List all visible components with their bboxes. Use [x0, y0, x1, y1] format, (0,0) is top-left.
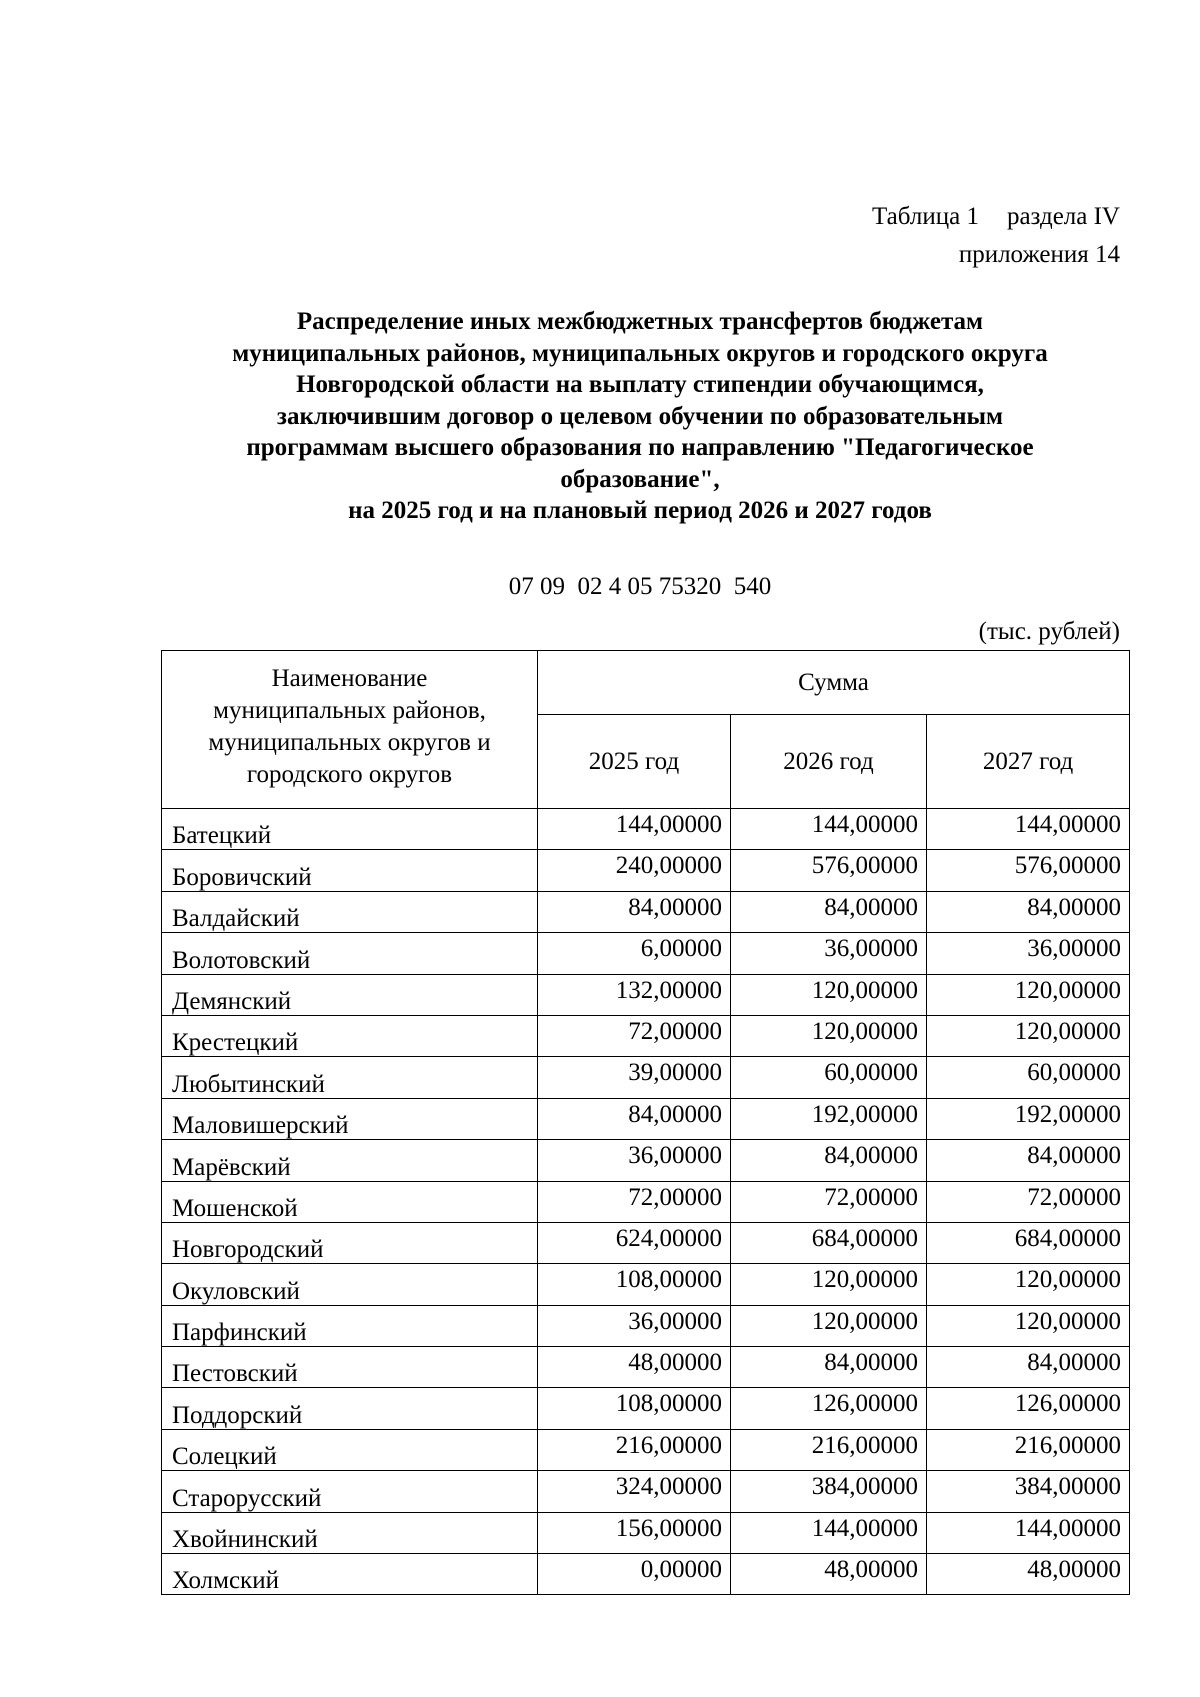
transfers-table	[161, 650, 1130, 1595]
amount-2026: 384,00000	[731, 1471, 927, 1512]
table-row	[162, 1471, 1130, 1512]
amount-2027: 120,00000	[927, 974, 1130, 1015]
table-row	[162, 974, 1130, 1015]
title-line: муниципальных районов, муниципальных округов и городского округа	[232, 339, 1048, 367]
amount-2027: 144,00000	[927, 809, 1130, 850]
title-line: на 2025 год и на плановый период 2026 и 2027 годов	[348, 497, 932, 524]
amount-2025: 324,00000	[538, 1471, 731, 1512]
amount-2027: 192,00000	[927, 1098, 1130, 1139]
amount-2027: 684,00000	[927, 1222, 1130, 1263]
amount-2026: 84,00000	[731, 1140, 927, 1181]
amount-2025: 72,00000	[538, 1181, 731, 1222]
table-row	[162, 1347, 1130, 1388]
header-year-2025: 2025 год	[538, 715, 731, 809]
amount-2025: 6,00000	[538, 933, 731, 974]
municipality-name: Волотовский	[162, 933, 538, 974]
units-label: (тыс. рублей)	[978, 618, 1120, 645]
header-name-line: городского округов	[246, 761, 453, 788]
header-name-line: Наименование	[271, 665, 428, 692]
municipality-name: Новгородский	[162, 1222, 538, 1263]
table-reference-line-1	[720, 203, 1120, 231]
header-year-2026: 2026 год	[731, 715, 927, 809]
amount-2027: 126,00000	[927, 1388, 1130, 1429]
amount-2026: 60,00000	[731, 1057, 927, 1098]
title-line: Новгородской области на выплату стипендии обучающимся,	[296, 371, 984, 398]
amount-2026: 120,00000	[731, 1015, 927, 1056]
table-number: Таблица 1	[872, 203, 979, 230]
municipality-name: Батецкий	[162, 809, 538, 850]
municipality-name: Холмский	[162, 1554, 538, 1595]
amount-2025: 108,00000	[538, 1388, 731, 1429]
amount-2025: 48,00000	[538, 1347, 731, 1388]
amount-2027: 72,00000	[927, 1181, 1130, 1222]
table-row	[162, 933, 1130, 974]
municipality-name: Хвойнинский	[162, 1512, 538, 1553]
amount-2027: 216,00000	[927, 1429, 1130, 1470]
municipality-name: Марёвский	[162, 1140, 538, 1181]
budget-classification-code: 07 09 02 4 05 75320 540	[508, 573, 772, 600]
amount-2026: 216,00000	[731, 1429, 927, 1470]
amount-2026: 126,00000	[731, 1388, 927, 1429]
document-title	[160, 306, 1120, 527]
table-row	[162, 1305, 1130, 1346]
table-row	[162, 1140, 1130, 1181]
amount-2025: 36,00000	[538, 1305, 731, 1346]
amount-2026: 684,00000	[731, 1222, 927, 1263]
amount-2025: 144,00000	[538, 809, 731, 850]
amount-2025: 72,00000	[538, 1015, 731, 1056]
amount-2026: 144,00000	[731, 809, 927, 850]
table-row	[162, 1181, 1130, 1222]
amount-2026: 120,00000	[731, 1305, 927, 1346]
appendix-reference: приложения 14	[958, 241, 1120, 268]
table-row	[162, 850, 1130, 891]
amount-2027: 120,00000	[927, 1015, 1130, 1056]
amount-2025: 156,00000	[538, 1512, 731, 1553]
amount-2026: 48,00000	[731, 1554, 927, 1595]
municipality-name: Любытинский	[162, 1057, 538, 1098]
amount-2027: 384,00000	[927, 1471, 1130, 1512]
title-line: заключившим договор о целевом обучении по образовательным	[276, 402, 1004, 430]
amount-2027: 84,00000	[927, 891, 1130, 932]
amount-2026: 84,00000	[731, 1347, 927, 1388]
municipality-name: Пестовский	[162, 1347, 538, 1388]
amount-2025: 39,00000	[538, 1057, 731, 1098]
section-reference: раздела IV	[1006, 203, 1120, 230]
amount-2027: 36,00000	[927, 933, 1130, 974]
table-row	[162, 1264, 1130, 1305]
table-row	[162, 1098, 1130, 1139]
amount-2025: 132,00000	[538, 974, 731, 1015]
title-line: Распределение иных межбюджетных трансфертов бюджетам	[296, 308, 984, 335]
amount-2025: 84,00000	[538, 891, 731, 932]
amount-2027: 84,00000	[927, 1347, 1130, 1388]
amount-2025: 84,00000	[538, 1098, 731, 1139]
municipality-name: Окуловский	[162, 1264, 538, 1305]
table-row	[162, 891, 1130, 932]
amount-2027: 48,00000	[927, 1554, 1130, 1595]
amount-2025: 240,00000	[538, 850, 731, 891]
table-row	[162, 1388, 1130, 1429]
amount-2026: 192,00000	[731, 1098, 927, 1139]
amount-2027: 144,00000	[927, 1512, 1130, 1553]
header-name-line: муниципальных округов и	[208, 729, 491, 756]
municipality-name: Мошенской	[162, 1181, 538, 1222]
amount-2027: 120,00000	[927, 1305, 1130, 1346]
title-line: образование",	[560, 465, 720, 493]
amount-2026: 36,00000	[731, 933, 927, 974]
amount-2025: 36,00000	[538, 1140, 731, 1181]
municipality-name: Поддорский	[162, 1388, 538, 1429]
municipality-name: Старорусский	[162, 1471, 538, 1512]
amount-2026: 120,00000	[731, 1264, 927, 1305]
municipality-name: Крестецкий	[162, 1015, 538, 1056]
municipality-name: Парфинский	[162, 1305, 538, 1346]
table-row	[162, 1222, 1130, 1263]
municipality-name: Демянский	[162, 974, 538, 1015]
table-row	[162, 1512, 1130, 1553]
header-name-line: муниципальных районов,	[213, 697, 486, 724]
amount-2025: 624,00000	[538, 1222, 731, 1263]
municipality-name: Валдайский	[162, 891, 538, 932]
amount-2027: 60,00000	[927, 1057, 1130, 1098]
amount-2026: 84,00000	[731, 891, 927, 932]
header-sum: Сумма	[538, 651, 1130, 715]
amount-2026: 144,00000	[731, 1512, 927, 1553]
table-row	[162, 1057, 1130, 1098]
amount-2027: 84,00000	[927, 1140, 1130, 1181]
municipality-name: Солецкий	[162, 1429, 538, 1470]
amount-2026: 120,00000	[731, 974, 927, 1015]
municipality-name: Маловишерский	[162, 1098, 538, 1139]
table-row	[162, 1429, 1130, 1470]
amount-2025: 108,00000	[538, 1264, 731, 1305]
header-year-2027: 2027 год	[927, 715, 1130, 809]
amount-2027: 120,00000	[927, 1264, 1130, 1305]
municipality-name: Боровичский	[162, 850, 538, 891]
table-row	[162, 1015, 1130, 1056]
amount-2026: 72,00000	[731, 1181, 927, 1222]
amount-2026: 576,00000	[731, 850, 927, 891]
header-municipality-name	[162, 651, 538, 809]
amount-2027: 576,00000	[927, 850, 1130, 891]
table-row	[162, 1554, 1130, 1595]
table-row	[162, 809, 1130, 850]
amount-2025: 0,00000	[538, 1554, 731, 1595]
title-line: программам высшего образования по направлению "Педагогическое	[246, 434, 1034, 461]
amount-2025: 216,00000	[538, 1429, 731, 1470]
